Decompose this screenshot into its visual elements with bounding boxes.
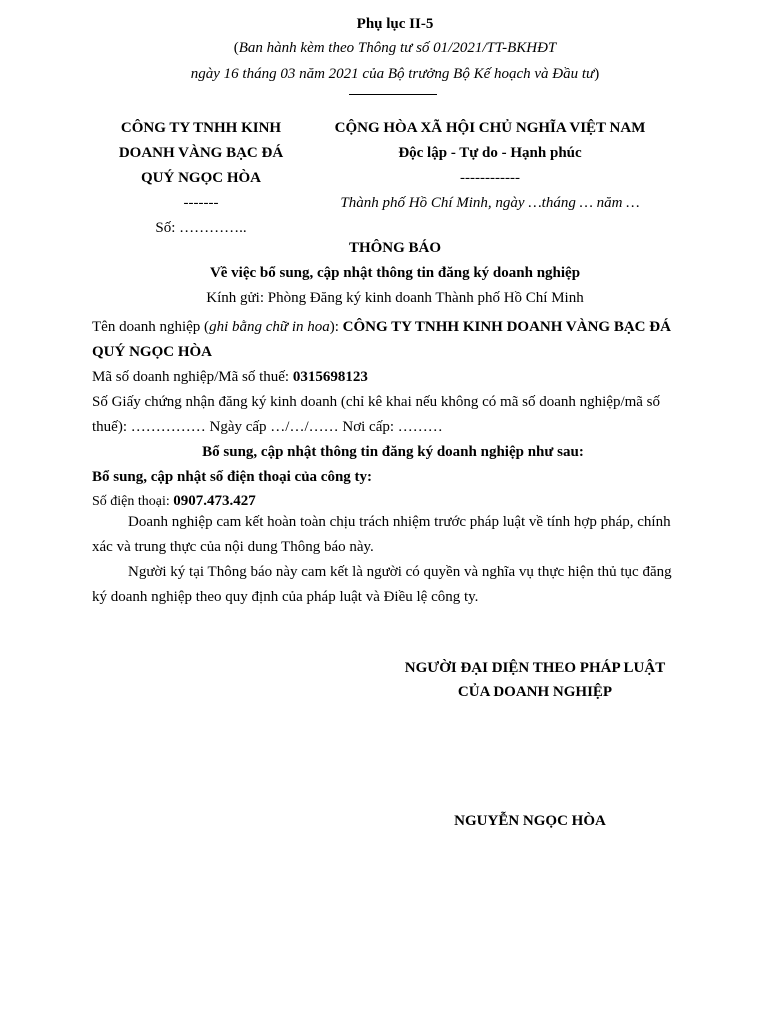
appendix-issuance-line	[0, 40, 768, 57]
company-header	[100, 116, 302, 216]
appendix-close-paren: )	[594, 66, 600, 82]
document-number: Số: …………..	[155, 220, 247, 236]
place-date: Thành phố Hồ Chí Minh, ngày …tháng … năm …	[340, 195, 640, 211]
commitment-1-line-1: Doanh nghiệp cam kết hoàn toàn chịu trách nhiệm trước pháp luật về tính hợp pháp, chính	[128, 514, 671, 530]
appendix-date-text: ngày 16 tháng 03 năm 2021 của Bộ trưởng Bộ Kế hoạch và Đầu tư	[190, 66, 595, 82]
national-header	[318, 116, 662, 216]
appendix-issuance-text: Ban hành kèm theo Thông tư số 01/2021/TT-BKHĐT	[238, 40, 557, 56]
company-separator: -------	[183, 195, 219, 211]
notice-subject: Về việc bổ sung, cập nhật thông tin đăng ký doanh nghiệp	[209, 265, 581, 281]
update-subheading: Bổ sung, cập nhật số điện thoại của công ty:	[92, 469, 373, 485]
national-motto: Độc lập - Tự do - Hạnh phúc	[398, 145, 582, 161]
company-name-line-2: DOANH VÀNG BẠC ĐÁ	[118, 145, 284, 161]
certificate-line-2: thuế): …………… Ngày cấp …/…/…… Nơi cấp: ………	[92, 419, 443, 435]
notice-recipient: Kính gửi: Phòng Đăng ký kinh doanh Thành phố Hồ Chí Minh	[206, 290, 584, 306]
signature-title-line-1: NGƯỜI ĐẠI DIỆN THEO PHÁP LUẬT	[404, 660, 666, 676]
commitment-2-line-2: ký doanh nghiệp theo quy định của pháp luật và Điều lệ công ty.	[92, 589, 479, 605]
business-name-value-line-2: QUÝ NGỌC HÒA	[92, 344, 212, 360]
tax-code-value: 0315698123	[292, 369, 368, 385]
business-name-line-1	[92, 315, 694, 340]
signatory-name: NGUYỄN NGỌC HÒA	[454, 813, 606, 829]
motto-separator: ------------	[460, 170, 520, 186]
appendix-date-line	[0, 66, 768, 83]
phone-label: Số điện thoại:	[92, 494, 174, 509]
certificate-line-1: Số Giấy chứng nhận đăng ký kinh doanh (chỉ kê khai nếu không có mã số doanh nghiệp/mã số	[92, 394, 661, 410]
company-name-line-1: CÔNG TY TNHH KINH	[120, 120, 282, 136]
phone-value: 0907.473.427	[173, 493, 256, 509]
notice-title: THÔNG BÁO	[348, 240, 442, 256]
signature-title-line-2: CỦA DOANH NGHIỆP	[457, 684, 613, 700]
country-name: CỘNG HÒA XÃ HỘI CHỦ NGHĨA VIỆT NAM	[334, 120, 646, 136]
business-name-label-end: ):	[329, 319, 343, 335]
header-divider	[349, 94, 437, 95]
business-name-label: Tên doanh nghiệp (	[92, 319, 210, 335]
business-name-hint: ghi bằng chữ in hoa	[209, 319, 330, 335]
appendix-open-paren: (	[233, 40, 239, 56]
tax-code-label: Mã số doanh nghiệp/Mã số thuế:	[92, 369, 293, 385]
business-name-value: CÔNG TY TNHH KINH DOANH VÀNG BẠC ĐÁ	[342, 319, 671, 335]
update-heading: Bổ sung, cập nhật thông tin đăng ký doanh nghiệp như sau:	[202, 444, 584, 460]
commitment-1-line-2: xác và trung thực của nội dung Thông báo này.	[92, 539, 374, 555]
tax-code-line	[92, 365, 694, 390]
commitment-2-line-1: Người ký tại Thông báo này cam kết là người có quyền và nghĩa vụ thực hiện thủ tục đăng	[128, 564, 672, 580]
company-name-line-3: QUÝ NGỌC HÒA	[141, 170, 261, 186]
appendix-title: Phụ lục II-5	[356, 16, 434, 32]
